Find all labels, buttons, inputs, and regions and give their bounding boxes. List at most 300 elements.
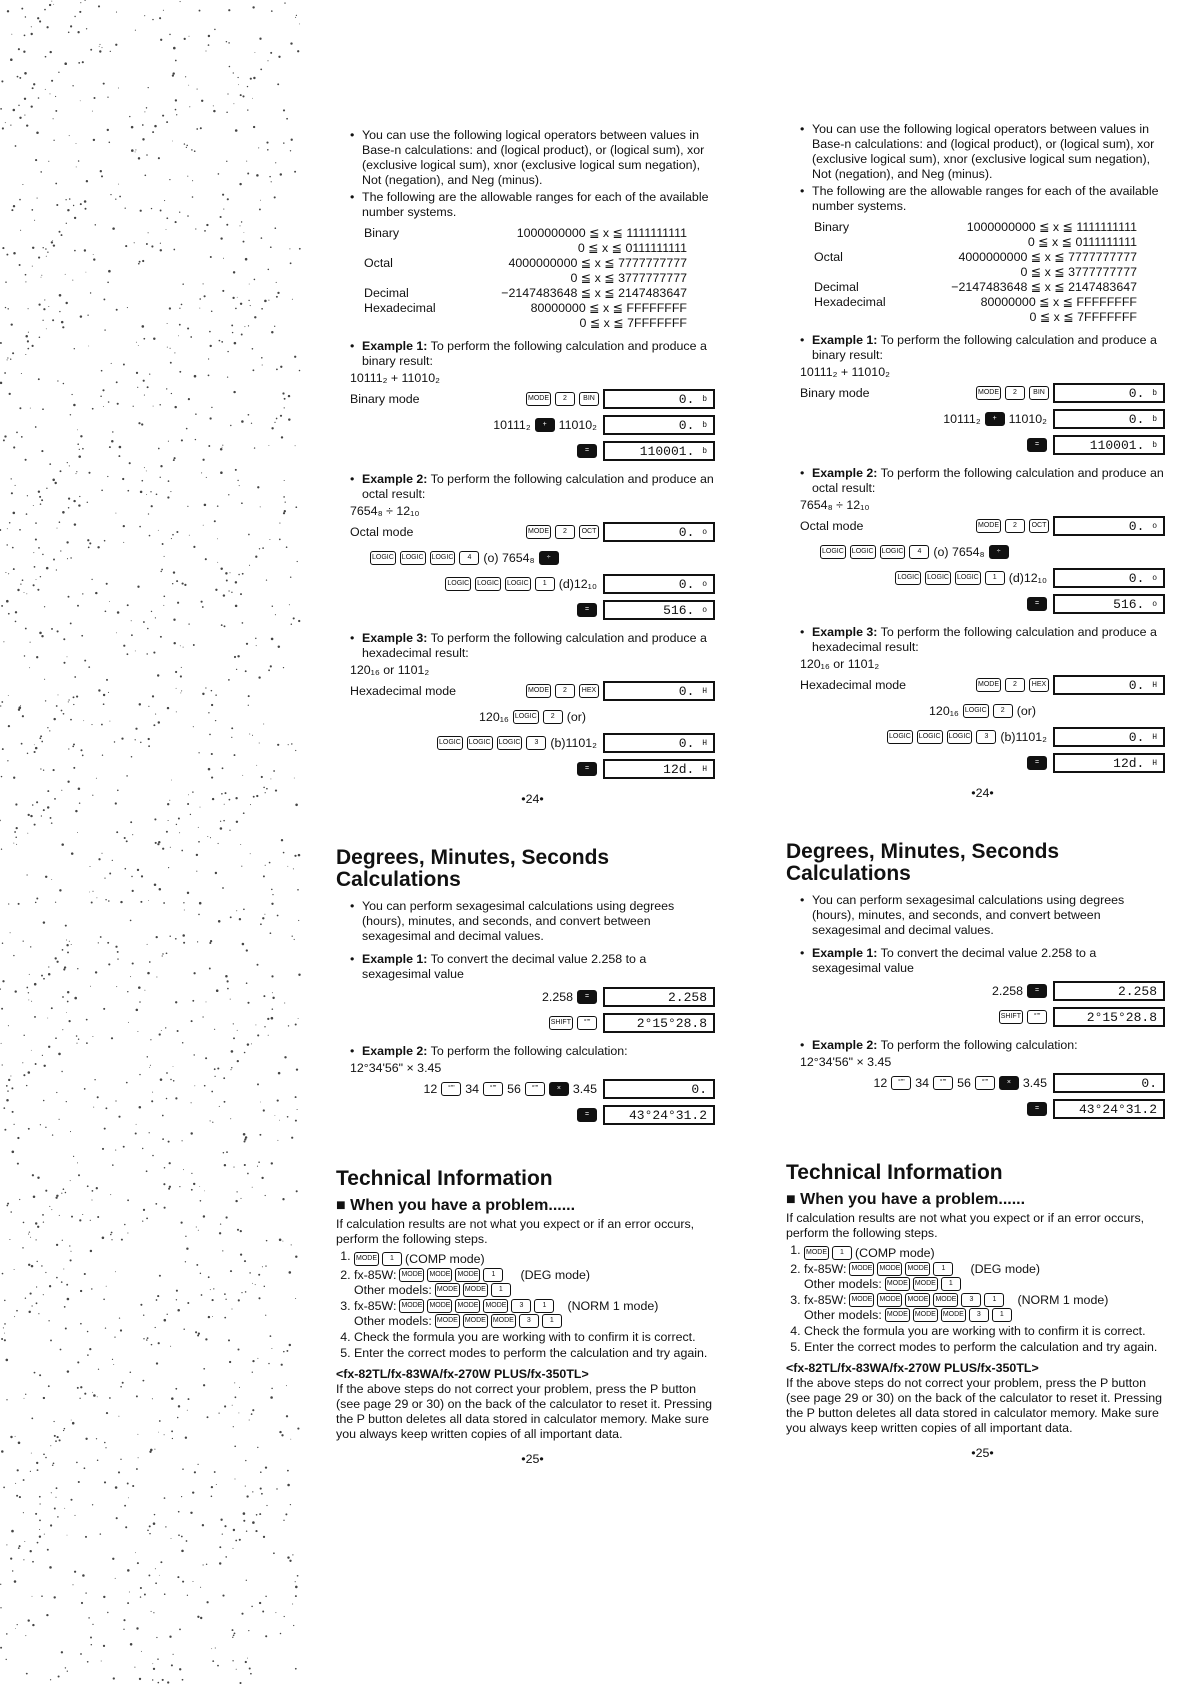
noise-dot: [267, 60, 268, 61]
noise-dot: [114, 741, 115, 742]
noise-dot: [94, 1079, 95, 1080]
noise-dot: [41, 1595, 43, 1597]
noise-dot: [198, 827, 199, 828]
noise-dot: [218, 843, 219, 844]
noise-dot: [73, 500, 75, 502]
noise-dot: [0, 1647, 2, 1649]
noise-dot: [260, 1102, 261, 1103]
noise-dot: [160, 477, 161, 478]
key-input: (o) 7654₈: [933, 544, 985, 559]
noise-dot: [263, 995, 265, 997]
noise-dot: [108, 692, 109, 693]
noise-dot: [257, 1034, 259, 1036]
noise-dot: [197, 1335, 199, 1337]
noise-dot: [146, 494, 147, 495]
noise-dot: [225, 1299, 226, 1300]
noise-dot: [187, 215, 189, 217]
example-label: Example 3:: [362, 631, 428, 645]
noise-dot: [244, 1260, 246, 1262]
key-1: 1: [992, 1308, 1012, 1322]
noise-dot: [109, 142, 111, 144]
noise-dot: [271, 889, 273, 891]
noise-dot: [255, 1530, 257, 1532]
noise-dot: [37, 17, 39, 19]
noise-dot: [19, 1199, 20, 1200]
noise-dot: [103, 406, 104, 407]
noise-dot: [9, 393, 11, 395]
noise-dot: [239, 918, 241, 920]
noise-dot: [74, 1515, 75, 1516]
noise-dot: [268, 300, 269, 301]
noise-dot: [125, 1526, 127, 1528]
noise-dot: [243, 1133, 246, 1136]
noise-dot: [85, 208, 87, 210]
noise-dot: [41, 450, 43, 452]
noise-dot: [245, 258, 248, 261]
noise-dot: [141, 875, 143, 877]
noise-dot: [162, 955, 163, 956]
noise-dot: [146, 1170, 148, 1172]
noise-dot: [204, 230, 206, 232]
noise-dot: [175, 99, 177, 101]
noise-dot: [33, 505, 34, 506]
noise-dot: [69, 465, 70, 466]
noise-dot: [70, 25, 72, 27]
noise-dot: [116, 831, 118, 833]
noise-dot: [37, 198, 38, 199]
noise-dot: [87, 1354, 89, 1356]
noise-dot: [39, 1529, 40, 1530]
noise-dot: [236, 669, 237, 670]
noise-dot: [102, 1237, 105, 1240]
noise-dot: [210, 1120, 211, 1121]
key-3: 3: [511, 1299, 531, 1313]
noise-dot: [241, 420, 244, 423]
display: 0. $^H$: [603, 733, 715, 753]
noise-dot: [36, 1286, 37, 1287]
noise-dot: [15, 1436, 16, 1437]
noise-dot: [51, 1209, 52, 1210]
key-2: 2: [993, 704, 1013, 718]
noise-dot: [123, 1146, 125, 1148]
noise-dot: [109, 873, 111, 875]
example-label: Example 1:: [812, 333, 878, 347]
example-label: Example 1:: [362, 952, 428, 966]
noise-dot: [171, 538, 172, 539]
noise-dot: [247, 86, 248, 87]
noise-dot: [55, 1440, 57, 1442]
noise-dot: [176, 711, 177, 712]
noise-dot: [107, 1612, 108, 1613]
example-expression: 10111₂ + 11010₂: [350, 371, 440, 385]
noise-dot: [179, 832, 180, 833]
key-input: (b)1101₂: [1000, 729, 1047, 744]
noise-dot: [58, 1675, 60, 1677]
noise-dot: [262, 364, 263, 365]
noise-dot: [240, 303, 242, 305]
key-input: (or): [566, 709, 586, 724]
noise-dot: [119, 196, 121, 198]
noise-dot: [214, 29, 216, 31]
noise-dot: [216, 989, 219, 992]
noise-dot: [104, 1481, 106, 1483]
noise-dot: [148, 87, 149, 88]
noise-dot: [28, 332, 29, 333]
noise-dot: [5, 281, 7, 283]
noise-dot: [73, 205, 74, 206]
noise-dot: [41, 741, 43, 743]
noise-dot: [203, 1564, 204, 1565]
noise-dot: [59, 1439, 61, 1441]
noise-dot: [299, 23, 300, 24]
noise-dot: [57, 1436, 59, 1438]
noise-dot: [35, 1513, 37, 1515]
noise-dot: [126, 775, 128, 777]
noise-dot: [248, 1630, 249, 1631]
noise-dot: [176, 1290, 178, 1292]
noise-dot: [265, 1466, 267, 1468]
noise-dot: [92, 891, 93, 892]
noise-dot: [90, 292, 91, 293]
noise-dot: [183, 647, 184, 648]
noise-dot: [48, 1320, 49, 1321]
noise-dot: [287, 1116, 289, 1118]
noise-dot: [59, 311, 60, 312]
noise-dot: [86, 1019, 88, 1021]
mode-key: MODE: [913, 1277, 938, 1291]
noise-dot: [29, 1231, 30, 1232]
noise-dot: [156, 1362, 158, 1364]
noise-dot: [288, 1025, 289, 1026]
noise-dot: [170, 362, 172, 364]
noise-dot: [252, 1409, 254, 1411]
noise-dot: [164, 200, 165, 201]
noise-dot: [27, 495, 28, 496]
noise-dot: [254, 447, 255, 448]
noise-dot: [137, 1031, 138, 1032]
noise-dot: [132, 962, 134, 964]
noise-dot: [226, 1151, 228, 1153]
intro-operators: • You can use the following logical operators between values in Base-n calculations: and (logical product), or (logical sum), xor (exclusive logical sum), xnor (exclusive logical sum negation), Not (negation), and Neg (minus).: [800, 122, 1165, 182]
noise-dot: [286, 1350, 288, 1352]
noise-dot: [287, 1484, 290, 1487]
noise-dot: [50, 1679, 51, 1680]
logic-key: LOGIC: [887, 730, 913, 744]
noise-dot: [278, 1072, 281, 1075]
noise-dot: [182, 934, 185, 937]
noise-dot: [102, 389, 104, 391]
multiply-key: ×: [999, 1076, 1019, 1090]
noise-dot: [135, 151, 136, 152]
noise-dot: [35, 902, 37, 904]
noise-dot: [235, 129, 238, 132]
noise-dot: [19, 1545, 21, 1547]
noise-dot: [252, 1521, 255, 1524]
mode-key: MODE: [849, 1293, 874, 1307]
noise-dot: [263, 724, 264, 725]
noise-dot: [235, 581, 237, 583]
step-item: 1. MODE 1 (COMP mode): [804, 1243, 1165, 1261]
noise-dot: [8, 573, 9, 574]
noise-dot: [198, 1333, 200, 1335]
noise-dot: [124, 1505, 126, 1507]
noise-dot: [66, 223, 67, 224]
noise-dot: [289, 604, 290, 605]
noise-dot: [18, 105, 19, 106]
noise-dot: [152, 1092, 153, 1093]
noise-dot: [39, 20, 41, 22]
noise-dot: [149, 1533, 151, 1535]
noise-dot: [84, 1467, 86, 1469]
noise-dot: [243, 1512, 246, 1515]
noise-dot: [164, 556, 165, 557]
mode-key: MODE: [976, 519, 1001, 533]
noise-dot: [51, 822, 53, 824]
divide-key: ÷: [539, 551, 559, 565]
noise-dot: [190, 1512, 192, 1514]
noise-dot: [112, 431, 113, 432]
noise-dot: [228, 590, 229, 591]
noise-dot: [135, 1132, 137, 1134]
noise-dot: [244, 232, 245, 233]
noise-dot: [112, 1164, 114, 1166]
noise-dot: [296, 15, 297, 16]
noise-dot: [247, 1658, 248, 1659]
noise-dot: [146, 107, 147, 108]
noise-dot: [137, 387, 138, 388]
noise-dot: [249, 1272, 251, 1274]
mode-key: MODE: [877, 1262, 902, 1276]
noise-dot: [139, 703, 141, 705]
noise-dot: [110, 194, 111, 195]
noise-dot: [148, 706, 149, 707]
noise-dot: [252, 369, 254, 371]
example-text: To convert the decimal value 2.258 to a sexagesimal value: [362, 952, 647, 981]
noise-dot: [97, 1096, 99, 1098]
noise-dot: [4, 372, 6, 374]
noise-dot: [258, 1161, 260, 1163]
noise-dot: [26, 874, 27, 875]
noise-dot: [0, 988, 1, 989]
noise-dot: [175, 938, 177, 940]
shift-key: SHIFT: [549, 1016, 573, 1030]
noise-dot: [118, 455, 120, 457]
noise-dot: [123, 1619, 125, 1621]
noise-dot: [2, 980, 4, 982]
noise-dot: [45, 876, 47, 878]
noise-dot: [13, 252, 16, 255]
noise-dot: [78, 788, 81, 791]
noise-dot: [35, 159, 37, 161]
noise-dot: [154, 1514, 155, 1515]
noise-dot: [25, 335, 28, 338]
noise-dot: [137, 1434, 138, 1435]
noise-dot: [74, 1571, 76, 1573]
mode-key: 1. MODE: [354, 1252, 379, 1266]
noise-dot: [160, 243, 161, 244]
noise-dot: [242, 622, 244, 624]
noise-dot: [222, 290, 224, 292]
noise-dot: [245, 1661, 247, 1663]
noise-dot: [280, 1633, 282, 1635]
noise-dot: [201, 1294, 203, 1296]
noise-dot: [169, 1636, 171, 1638]
noise-dot: [118, 88, 119, 89]
noise-dot: [91, 902, 93, 904]
noise-dot: [91, 1288, 92, 1289]
noise-dot: [27, 833, 28, 834]
noise-dot: [81, 635, 83, 637]
noise-dot: [271, 427, 273, 429]
noise-dot: [137, 869, 139, 871]
noise-dot: [28, 1264, 30, 1266]
noise-dot: [135, 739, 136, 740]
noise-dot: [77, 605, 79, 607]
noise-dot: [9, 522, 11, 524]
noise-dot: [225, 975, 228, 978]
noise-dot: [10, 58, 13, 61]
noise-dot: [246, 982, 248, 984]
noise-dot: [291, 1244, 292, 1245]
noise-dot: [205, 50, 206, 51]
noise-dot: [51, 80, 53, 82]
noise-dot: [67, 209, 69, 211]
noise-dot: [287, 1470, 289, 1472]
noise-dot: [207, 836, 208, 837]
noise-dot: [195, 413, 197, 415]
noise-dot: [16, 827, 18, 829]
noise-dot: [250, 804, 251, 805]
noise-dot: [32, 804, 34, 806]
noise-dot: [104, 878, 105, 879]
noise-dot: [97, 1216, 99, 1218]
noise-dot: [271, 1348, 272, 1349]
noise-dot: [272, 894, 273, 895]
noise-dot: [293, 1625, 294, 1626]
noise-dot: [136, 1468, 138, 1470]
noise-dot: [276, 296, 278, 298]
noise-dot: [250, 853, 251, 854]
noise-dot: [97, 1396, 98, 1397]
noise-dot: [219, 1232, 221, 1234]
noise-dot: [39, 737, 41, 739]
noise-dot: [63, 1269, 64, 1270]
noise-dot: [252, 1372, 253, 1373]
noise-dot: [46, 488, 47, 489]
noise-dot: [209, 331, 211, 333]
dms-example-2: [350, 1044, 715, 1128]
noise-dot: [126, 840, 128, 842]
mode-key: MODE: [491, 1314, 516, 1328]
noise-dot: [155, 1327, 156, 1328]
noise-dot: [177, 602, 179, 604]
key-input: 10111₂: [493, 417, 531, 432]
noise-dot: [194, 1471, 196, 1473]
noise-dot: [150, 1449, 153, 1452]
noise-dot: [190, 814, 191, 815]
noise-dot: [83, 720, 84, 721]
noise-dot: [161, 1030, 162, 1031]
range-value: 4000000000 ≦ x ≦ 7777777777: [508, 256, 687, 270]
noise-dot: [266, 1505, 267, 1506]
noise-dot: [135, 650, 136, 651]
noise-dot: [37, 1469, 39, 1471]
noise-dot: [169, 1162, 171, 1164]
noise-dot: [138, 986, 141, 989]
dms-key: °'": [1027, 1010, 1047, 1024]
logic-key: LOGIC: [400, 551, 426, 565]
noise-dot: [41, 277, 42, 278]
noise-dot: [139, 526, 141, 528]
noise-dot: [111, 1232, 113, 1234]
noise-dot: [124, 1224, 126, 1226]
noise-dot: [231, 1067, 232, 1068]
noise-dot: [15, 1483, 16, 1484]
dms-example-1: [350, 952, 715, 1036]
noise-dot: [260, 1471, 262, 1473]
display: 0.: [603, 1079, 715, 1099]
noise-dot: [32, 266, 33, 267]
display: 0. $^o$: [603, 574, 715, 594]
noise-dot: [6, 1399, 7, 1400]
noise-dot: [297, 50, 299, 52]
noise-dot: [180, 1, 181, 2]
noise-dot: [235, 1540, 237, 1542]
noise-dot: [72, 280, 73, 281]
noise-dot: [214, 520, 216, 522]
noise-dot: [241, 221, 242, 222]
noise-dot: [143, 1314, 144, 1315]
noise-dot: [53, 559, 55, 561]
noise-dot: [78, 1174, 80, 1176]
noise-dot: [42, 1055, 43, 1056]
noise-dot: [130, 1643, 133, 1646]
noise-dot: [203, 1368, 205, 1370]
noise-dot: [65, 1667, 66, 1668]
example-expression: 12°34'56" × 3.45: [350, 1061, 442, 1075]
range-value: 80000000 ≦ x ≦ FFFFFFFF: [980, 295, 1137, 309]
noise-dot: [153, 406, 154, 407]
noise-dot: [213, 105, 214, 106]
noise-dot: [50, 817, 52, 819]
noise-dot: [31, 1453, 32, 1454]
noise-dot: [39, 496, 41, 498]
mode-key: MODE: [976, 678, 1001, 692]
noise-dot: [189, 106, 190, 107]
noise-dot: [22, 579, 24, 581]
noise-dot: [2, 748, 4, 750]
noise-dot: [192, 791, 193, 792]
noise-dot: [252, 1491, 253, 1492]
noise-dot: [153, 724, 155, 726]
noise-dot: [185, 1236, 186, 1237]
noise-dot: [219, 340, 221, 342]
noise-dot: [245, 1460, 246, 1461]
noise-dot: [164, 1593, 166, 1595]
noise-dot: [199, 1186, 200, 1187]
noise-dot: [284, 407, 285, 408]
noise-dot: [38, 257, 40, 259]
noise-dot: [0, 108, 2, 110]
noise-dot: [57, 380, 58, 381]
noise-dot: [111, 1239, 112, 1240]
noise-dot: [10, 125, 11, 126]
noise-dot: [249, 565, 250, 566]
noise-dot: [10, 359, 11, 360]
noise-dot: [281, 436, 283, 438]
noise-dot: [212, 1316, 213, 1317]
noise-dot: [68, 701, 69, 702]
